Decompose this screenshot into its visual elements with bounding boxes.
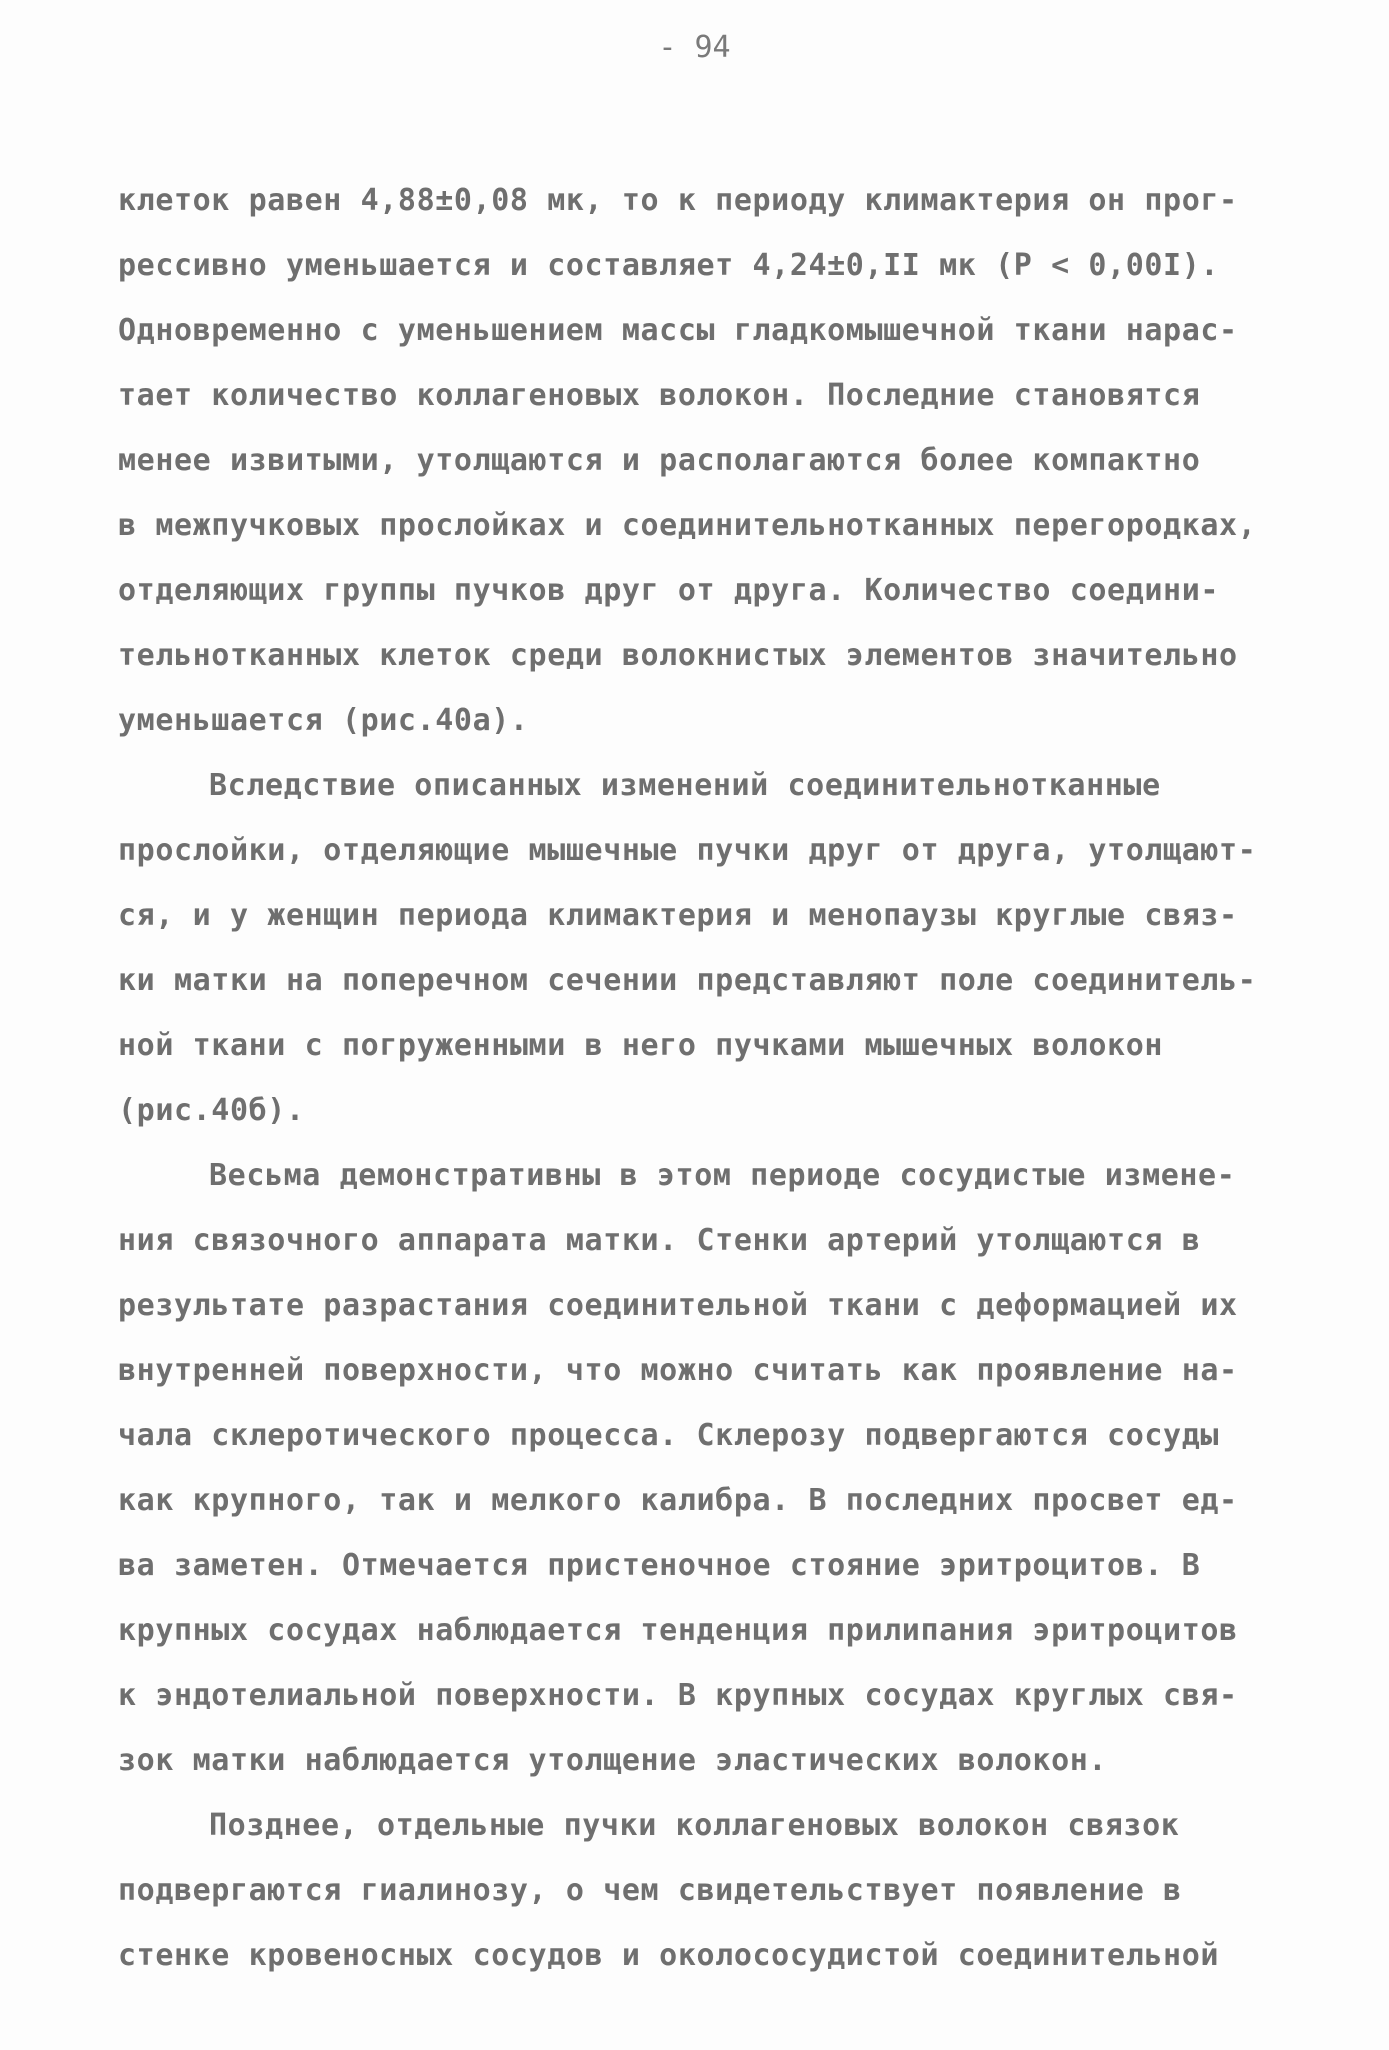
paragraph-2 [118,753,1278,1143]
text-line: ва заметен. Отмечается пристеночное стояние эритроцитов. В [118,1548,1201,1583]
text-line: отделяющих группы пучков друг от друга. Количество соедини- [118,573,1220,608]
paragraph-4 [118,1793,1278,1988]
text-line: Весьма демонстративны в этом периоде сосудистые измене- [209,1158,1236,1193]
text-line: ся, и у женщин периода климактерия и менопаузы круглые связ- [118,898,1238,933]
text-line: зок матки наблюдается утолщение эластических волокон. [118,1743,1108,1778]
text-line: клеток равен 4,88±0,08 мк, то к периоду климактерия он прог- [118,183,1238,218]
page-number: - 94 [658,30,731,65]
text-line: (рис.40б). [118,1093,305,1128]
text-line: к эндотелиальной поверхности. В крупных сосудах круглых свя- [118,1678,1238,1713]
text-line: ния связочного аппарата матки. Стенки артерий утолщаются в [118,1223,1201,1258]
text-line: в межпучковых прослойках и соединительнотканных перегородках, [118,508,1257,543]
text-line: чала склеротического процесса. Склерозу подвергаются сосуды [118,1418,1220,1453]
body-text [118,168,1278,1988]
text-line: подвергаются гиалинозу, о чем свидетельствует появление в [118,1873,1182,1908]
text-line: внутренней поверхности, что можно считать как проявление на- [118,1353,1238,1388]
text-line: Вследствие описанных изменений соединительнотканные [209,768,1161,803]
text-line: тает количество коллагеновых волокон. Последние становятся [118,378,1201,413]
text-line: ной ткани с погруженными в него пучками мышечных волокон [118,1028,1164,1063]
text-line: стенке кровеносных сосудов и околососудистой соединительной [118,1938,1220,1973]
text-line: Одновременно с уменьшением массы гладкомышечной ткани нарас- [118,313,1238,348]
paragraph-1 [118,168,1278,753]
text-line: менее извитыми, утолщаются и располагаются более компактно [118,443,1201,478]
text-line: как крупного, так и мелкого калибра. В последних просвет ед- [118,1483,1238,1518]
text-line: прослойки, отделяющие мышечные пучки друг от друга, утолщают- [118,833,1257,868]
text-line: результате разрастания соединительной ткани с деформацией их [118,1288,1238,1323]
text-line: Позднее, отдельные пучки коллагеновых волокон связок [209,1808,1180,1843]
text-line: рессивно уменьшается и составляет 4,24±0,II мк (Р < 0,00I). [118,248,1220,283]
text-line: ки матки на поперечном сечении представляют поле соединитель- [118,963,1257,998]
text-line: крупных сосудах наблюдается тенденция прилипания эритроцитов [118,1613,1238,1648]
text-line: тельнотканных клеток среди волокнистых элементов значительно [118,638,1238,673]
paragraph-3 [118,1143,1278,1793]
text-line: уменьшается (рис.40а). [118,703,529,738]
